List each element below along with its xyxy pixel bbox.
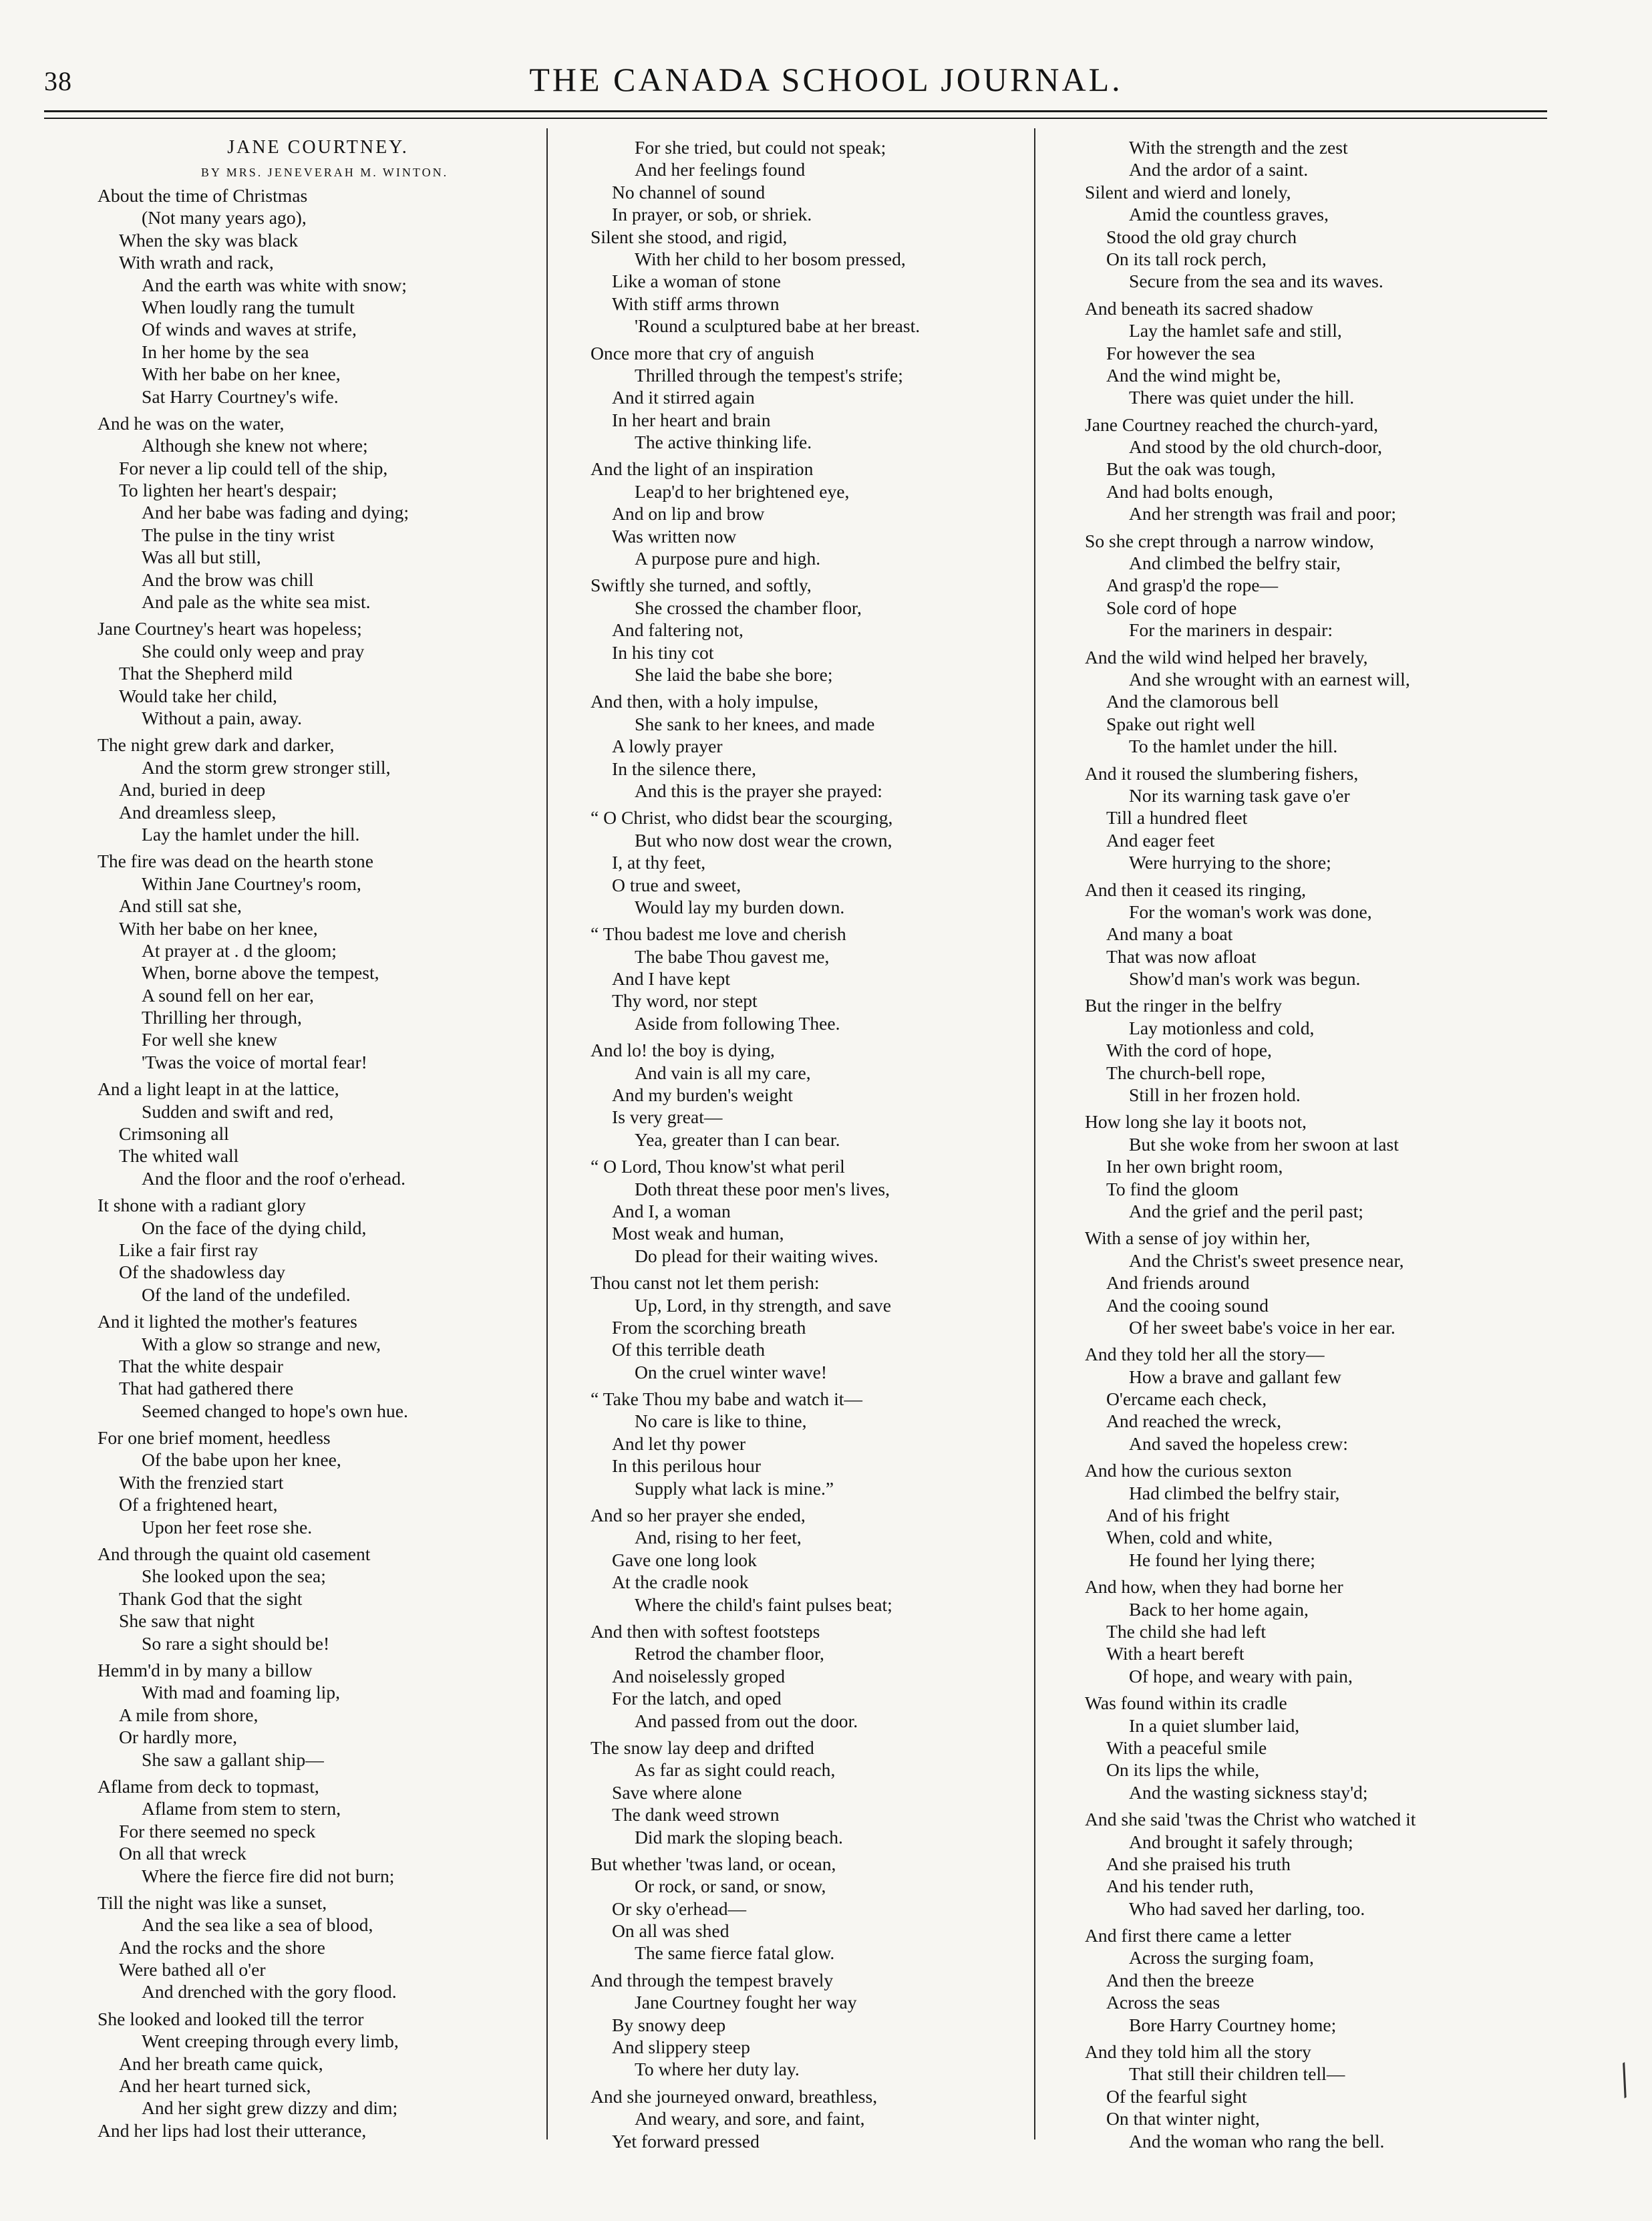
verse-line: And noiselessly groped xyxy=(612,1665,786,1686)
verse-line: Sudden and swift and red, xyxy=(142,1100,334,1122)
verse-line: So rare a sight should be! xyxy=(142,1632,330,1654)
verse-line: It shone with a radiant glory xyxy=(98,1195,306,1216)
verse-line: In a quiet slumber laid, xyxy=(1129,1715,1300,1736)
verse-line: Lay motionless and cold, xyxy=(1129,1017,1315,1038)
verse-line: And the earth was white with snow; xyxy=(142,274,407,295)
verse-line: So she crept through a narrow window, xyxy=(1085,530,1374,551)
verse-line: And had bolts enough, xyxy=(1106,480,1273,502)
verse-line: With stiff arms thrown xyxy=(612,293,780,314)
verse-line: The night grew dark and darker, xyxy=(98,734,335,756)
verse-line: On its tall rock perch, xyxy=(1106,248,1267,269)
verse-line: And, buried in deep xyxy=(119,779,266,800)
verse-line: And climbed the belfry stair, xyxy=(1129,553,1341,574)
verse-line: And through the quaint old casement xyxy=(98,1543,371,1565)
verse-line: And so her prayer she ended, xyxy=(591,1505,806,1526)
verse-line: And she wrought with an earnest will, xyxy=(1129,668,1410,690)
verse-line: The active thinking life. xyxy=(635,432,812,453)
verse-line: That was now afloat xyxy=(1106,945,1257,967)
verse-line: And passed from out the door. xyxy=(635,1710,858,1731)
verse-line: Aflame from stem to stern, xyxy=(142,1798,341,1819)
poem-column-3 xyxy=(1085,136,1552,2152)
verse-line: And then the breeze xyxy=(1106,1969,1255,1990)
verse-line: And friends around xyxy=(1106,1272,1250,1294)
verse-line: With mad and foaming lip, xyxy=(142,1682,340,1703)
verse-line: And pale as the white sea mist. xyxy=(142,591,371,613)
verse-line: And she journeyed onward, breathless, xyxy=(591,2085,878,2107)
verse-line: The fire was dead on the hearth stone xyxy=(98,851,373,872)
verse-line: And the wasting sickness stay'd; xyxy=(1129,1781,1368,1803)
verse-line: Swiftly she turned, and softly, xyxy=(591,575,812,596)
header-rule-double xyxy=(44,118,1547,119)
verse-line: That still their children tell— xyxy=(1129,2063,1345,2085)
verse-line: And the ardor of a saint. xyxy=(1129,159,1309,180)
verse-line: And still sat she, xyxy=(119,895,242,917)
verse-line: With her babe on her knee, xyxy=(119,917,318,939)
verse-line: Jane Courtney fought her way xyxy=(635,1992,857,2013)
verse-line: Sole cord of hope xyxy=(1106,597,1237,618)
verse-line: For there seemed no speck xyxy=(119,1820,316,1841)
verse-line: That the white despair xyxy=(119,1355,283,1376)
verse-line: For however the sea xyxy=(1106,342,1255,363)
verse-line: Is very great— xyxy=(612,1106,723,1128)
verse-line: Or hardly more, xyxy=(119,1727,238,1748)
verse-line: On that winter night, xyxy=(1106,2108,1260,2129)
verse-line: With a glow so strange and new, xyxy=(142,1333,381,1354)
poem-title: JANE COURTNEY. xyxy=(227,137,409,158)
verse-line: At the cradle nook xyxy=(612,1572,749,1593)
verse-line: Of winds and waves at strife, xyxy=(142,319,357,340)
verse-line: And faltering not, xyxy=(612,619,744,641)
verse-line: No channel of sound xyxy=(612,181,766,202)
verse-line: Once more that cry of anguish xyxy=(591,342,814,363)
verse-line: Or rock, or sand, or snow, xyxy=(635,1876,826,1897)
verse-line: She laid the babe she bore; xyxy=(635,663,833,685)
verse-line: On the face of the dying child, xyxy=(142,1217,367,1238)
verse-line: That had gathered there xyxy=(119,1378,294,1399)
verse-line: And the clamorous bell xyxy=(1106,691,1279,712)
verse-line: Of the babe upon her knee, xyxy=(142,1449,341,1471)
verse-line: And she praised his truth xyxy=(1106,1853,1291,1874)
verse-line: Of a frightened heart, xyxy=(119,1494,278,1515)
verse-line: How long she lay it boots not, xyxy=(1085,1111,1307,1133)
verse-line: In prayer, or sob, or shriek. xyxy=(612,204,812,225)
verse-line: At prayer at . d the gloom; xyxy=(142,939,337,961)
verse-line: Bore Harry Courtney home; xyxy=(1129,2014,1337,2035)
verse-line: She looked upon the sea; xyxy=(142,1566,326,1587)
verse-line: Leap'd to her brightened eye, xyxy=(635,480,850,502)
verse-line: And how the curious sexton xyxy=(1085,1460,1292,1481)
verse-line: For she tried, but could not speak; xyxy=(635,137,886,158)
verse-line: Would take her child, xyxy=(119,685,277,706)
verse-line: When loudly rang the tumult xyxy=(142,296,355,317)
verse-line: In this perilous hour xyxy=(612,1455,762,1477)
verse-line: Had climbed the belfry stair, xyxy=(1129,1482,1340,1503)
verse-line: Was written now xyxy=(612,525,737,547)
verse-line: I, at thy feet, xyxy=(612,852,706,873)
verse-line: Most weak and human, xyxy=(612,1223,784,1244)
verse-line: She sank to her knees, and made xyxy=(635,713,875,734)
verse-line: And then it ceased its ringing, xyxy=(1085,879,1307,900)
verse-line: Seemed changed to hope's own hue. xyxy=(142,1400,408,1421)
margin-mark: ╱ xyxy=(1610,2063,1639,2098)
verse-line: With wrath and rack, xyxy=(119,252,274,273)
verse-line: Thy word, nor stept xyxy=(612,990,758,1012)
verse-line: She crossed the chamber floor, xyxy=(635,597,862,618)
verse-line: The whited wall xyxy=(119,1145,239,1167)
verse-line: O true and sweet, xyxy=(612,874,741,895)
verse-line: But she woke from her swoon at last xyxy=(1129,1133,1399,1155)
verse-line: But whether 'twas land, or ocean, xyxy=(591,1853,836,1874)
verse-line: She saw that night xyxy=(119,1610,255,1632)
verse-line: And vain is all my care, xyxy=(635,1062,811,1083)
verse-line: In her own bright room, xyxy=(1106,1156,1283,1177)
verse-line: (Not many years ago), xyxy=(142,207,307,229)
verse-line: The same fierce fatal glow. xyxy=(635,1942,835,1964)
verse-line: In the silence there, xyxy=(612,758,757,779)
verse-line: Jane Courtney's heart was hopeless; xyxy=(98,618,362,639)
verse-line: 'Twas the voice of mortal fear! xyxy=(142,1051,367,1072)
verse-line: And the sea like a sea of blood, xyxy=(142,1914,373,1936)
verse-line: The pulse in the tiny wrist xyxy=(142,524,335,545)
verse-line: From the scorching breath xyxy=(612,1316,806,1338)
verse-line: On the cruel winter wave! xyxy=(635,1361,828,1382)
verse-line: And first there came a letter xyxy=(1085,1925,1291,1946)
verse-line: And her heart turned sick, xyxy=(119,2075,311,2097)
verse-line: And he was on the water, xyxy=(98,412,285,434)
verse-line: With a sense of joy within her, xyxy=(1085,1227,1311,1249)
verse-line: Silent and wierd and lonely, xyxy=(1085,181,1291,202)
verse-line: That the Shepherd mild xyxy=(119,663,293,684)
verse-line: She looked and looked till the terror xyxy=(98,2008,364,2029)
verse-line: Did mark the sloping beach. xyxy=(635,1826,843,1847)
verse-line: But the ringer in the belfry xyxy=(1085,995,1283,1016)
verse-line: And how, when they had borne her xyxy=(1085,1576,1343,1598)
verse-line: The babe Thou gavest me, xyxy=(635,945,830,967)
verse-line: “ O Lord, Thou know'st what peril xyxy=(591,1156,845,1177)
poem-byline: BY MRS. JENEVERAH M. WINTON. xyxy=(200,166,449,179)
verse-line: And her babe was fading and dying; xyxy=(142,502,409,523)
verse-line: Aflame from deck to topmast, xyxy=(98,1775,319,1797)
verse-line: Who had saved her darling, too. xyxy=(1129,1898,1365,1919)
verse-line: “ Thou badest me love and cherish xyxy=(591,923,846,945)
verse-line: A lowly prayer xyxy=(612,736,723,757)
verse-line: And the woman who rang the bell. xyxy=(1129,2130,1385,2152)
verse-line: Of hope, and weary with pain, xyxy=(1129,1665,1353,1686)
verse-line: And her sight grew dizzy and dim; xyxy=(142,2097,398,2119)
verse-line: And many a boat xyxy=(1106,923,1233,945)
verse-line: On all that wreck xyxy=(119,1843,246,1864)
verse-line: With a heart bereft xyxy=(1106,1643,1245,1664)
verse-line: Yet forward pressed xyxy=(612,2130,760,2152)
verse-line: And my burden's weight xyxy=(612,1084,793,1106)
verse-line: And this is the prayer she prayed: xyxy=(635,780,882,801)
verse-line: A sound fell on her ear, xyxy=(142,984,314,1006)
verse-line: When, cold and white, xyxy=(1106,1527,1273,1548)
page-number: 38 xyxy=(44,66,72,96)
verse-line: With a peaceful smile xyxy=(1106,1737,1267,1758)
verse-line: And then, with a holy impulse, xyxy=(591,691,819,712)
verse-line: She saw a gallant ship— xyxy=(142,1749,324,1770)
verse-line: With the strength and the zest xyxy=(1129,137,1348,158)
verse-line: Lay the hamlet safe and still, xyxy=(1129,320,1342,341)
verse-line: With the cord of hope, xyxy=(1106,1040,1272,1061)
verse-line: And grasp'd the rope— xyxy=(1106,575,1279,596)
verse-line: Across the seas xyxy=(1106,1992,1220,2013)
verse-line: On its lips the while, xyxy=(1106,1759,1260,1781)
verse-line: Supply what lack is mine.” xyxy=(635,1477,834,1499)
verse-line: Was all but still, xyxy=(142,547,261,568)
verse-line: For the woman's work was done, xyxy=(1129,901,1372,922)
journal-title: THE CANADA SCHOOL JOURNAL. xyxy=(529,61,1123,98)
verse-line: Although she knew not where; xyxy=(142,435,368,456)
verse-line: Nor its warning task gave o'er xyxy=(1129,784,1350,806)
verse-line: Went creeping through every limb, xyxy=(142,2031,399,2052)
verse-line: And weary, and sore, and faint, xyxy=(635,2108,865,2129)
verse-line: A purpose pure and high. xyxy=(635,548,821,569)
verse-line: Till a hundred fleet xyxy=(1106,807,1248,829)
verse-line: And saved the hopeless crew: xyxy=(1129,1433,1348,1454)
verse-line: And the Christ's sweet presence near, xyxy=(1129,1249,1404,1271)
verse-line: And brought it safely through; xyxy=(1129,1831,1353,1852)
verse-line: And the storm grew stronger still, xyxy=(142,756,391,778)
verse-line: And stood by the old church-door, xyxy=(1129,436,1383,458)
verse-line: But who now dost wear the crown, xyxy=(635,829,892,851)
verse-line: Across the surging foam, xyxy=(1129,1947,1314,1968)
verse-line: And it lighted the mother's features xyxy=(98,1311,357,1332)
verse-line: And her lips had lost their utterance, xyxy=(98,2119,367,2141)
verse-line: Would lay my burden down. xyxy=(635,896,845,917)
verse-line: A mile from shore, xyxy=(119,1704,259,1725)
verse-line: And her feelings found xyxy=(635,159,806,180)
verse-line: Silent she stood, and rigid, xyxy=(591,226,788,247)
verse-line: And reached the wreck, xyxy=(1106,1411,1282,1432)
verse-line: And I have kept xyxy=(612,968,731,990)
verse-line: How a brave and gallant few xyxy=(1129,1366,1341,1387)
verse-line: Where the fierce fire did not burn; xyxy=(142,1865,395,1886)
verse-line: And the wild wind helped her bravely, xyxy=(1085,646,1368,668)
verse-line: Thou canst not let them perish: xyxy=(591,1272,820,1294)
verse-line: And his tender ruth, xyxy=(1106,1876,1254,1897)
verse-line: As far as sight could reach, xyxy=(635,1759,836,1781)
verse-line: The church-bell rope, xyxy=(1106,1062,1266,1083)
verse-line: Without a pain, away. xyxy=(142,707,303,728)
verse-line: And drenched with the gory flood. xyxy=(142,1981,397,2003)
verse-line: To find the gloom xyxy=(1106,1178,1239,1199)
verse-line: Was found within its cradle xyxy=(1085,1692,1287,1714)
verse-line: 'Round a sculptured babe at her breast. xyxy=(635,315,921,337)
verse-line: Thank God that the sight xyxy=(119,1588,303,1609)
verse-line: “ O Christ, who didst bear the scourging, xyxy=(591,807,893,829)
verse-line: The dank weed strown xyxy=(612,1804,780,1825)
verse-line: With her babe on her knee, xyxy=(142,363,341,385)
verse-line: And then with softest footsteps xyxy=(591,1621,820,1642)
verse-line: Yea, greater than I can bear. xyxy=(635,1129,840,1150)
verse-line: When, borne above the tempest, xyxy=(142,962,379,984)
verse-line: And they told her all the story— xyxy=(1085,1344,1325,1365)
verse-line: He found her lying there; xyxy=(1129,1549,1315,1570)
verse-line: For never a lip could tell of the ship, xyxy=(119,457,388,478)
verse-line: Where the child's faint pulses beat; xyxy=(635,1594,892,1615)
verse-line: On all was shed xyxy=(612,1920,729,1942)
verse-line: And let thy power xyxy=(612,1433,746,1454)
verse-line: The child she had left xyxy=(1106,1621,1267,1642)
verse-line: She could only weep and pray xyxy=(142,640,365,661)
verse-line: Up, Lord, in thy strength, and save xyxy=(635,1294,891,1316)
verse-line: And through the tempest bravely xyxy=(591,1969,834,1990)
verse-line: Aside from following Thee. xyxy=(635,1012,840,1034)
verse-line: Till the night was like a sunset, xyxy=(98,1892,327,1913)
verse-line: When the sky was black xyxy=(119,229,299,251)
verse-line: And of his fright xyxy=(1106,1505,1230,1526)
verse-line: And the floor and the roof o'erhead. xyxy=(142,1167,405,1189)
verse-line: And the grief and the peril past; xyxy=(1129,1200,1363,1221)
verse-line: No care is like to thine, xyxy=(635,1411,807,1432)
verse-line: Of this terrible death xyxy=(612,1339,766,1360)
verse-line: But the oak was tough, xyxy=(1106,458,1276,480)
verse-line: Thrilling her through, xyxy=(142,1007,302,1028)
verse-line: With her child to her bosom pressed, xyxy=(635,248,906,269)
verse-line: For the latch, and oped xyxy=(612,1688,782,1709)
verse-line: Of the land of the undefiled. xyxy=(142,1284,351,1305)
verse-line: Of the shadowless day xyxy=(119,1262,286,1283)
verse-line: About the time of Christmas xyxy=(98,185,308,206)
verse-line: And beneath its sacred shadow xyxy=(1085,297,1313,319)
verse-line: And, rising to her feet, xyxy=(635,1527,802,1548)
verse-line: In his tiny cot xyxy=(612,641,714,663)
verse-line: And the wind might be, xyxy=(1106,364,1281,386)
verse-line: And eager feet xyxy=(1106,829,1215,851)
verse-line: Of the fearful sight xyxy=(1106,2085,1247,2107)
verse-line: And it stirred again xyxy=(612,387,755,408)
verse-line: In her home by the sea xyxy=(142,341,309,362)
verse-line: And a light leapt in at the lattice, xyxy=(98,1078,339,1100)
verse-line: And her strength was frail and poor; xyxy=(1129,503,1397,525)
verse-line: Do plead for their waiting wives. xyxy=(635,1245,878,1266)
verse-line: To lighten her heart's despair; xyxy=(119,480,337,501)
verse-line: Back to her home again, xyxy=(1129,1598,1309,1620)
verse-line: And it roused the slumbering fishers, xyxy=(1085,762,1359,784)
verse-line: Lay the hamlet under the hill. xyxy=(142,823,360,845)
verse-line: With the frenzied start xyxy=(119,1471,284,1493)
verse-line: For the mariners in despair: xyxy=(1129,619,1333,641)
verse-line: Gave one long look xyxy=(612,1549,757,1570)
verse-line: And lo! the boy is dying, xyxy=(591,1040,775,1061)
verse-line: By snowy deep xyxy=(612,2014,726,2035)
verse-line: Crimsoning all xyxy=(119,1123,229,1145)
verse-line: Save where alone xyxy=(612,1781,742,1803)
verse-line: And the rocks and the shore xyxy=(119,1936,325,1958)
verse-line: Within Jane Courtney's room, xyxy=(142,873,361,894)
verse-line: And the cooing sound xyxy=(1106,1294,1269,1316)
verse-line: Like a fair first ray xyxy=(119,1239,259,1260)
verse-line: And the light of an inspiration xyxy=(591,458,814,480)
verse-line: Jane Courtney reached the church-yard, xyxy=(1085,414,1378,435)
verse-line: And I, a woman xyxy=(612,1200,731,1221)
verse-line: Secure from the sea and its waves. xyxy=(1129,271,1383,292)
verse-line: Upon her feet rose she. xyxy=(142,1516,313,1537)
verse-line: Spake out right well xyxy=(1106,713,1256,734)
verse-line: Stood the old gray church xyxy=(1106,226,1297,247)
verse-line: For well she knew xyxy=(142,1029,278,1050)
verse-line: And on lip and brow xyxy=(612,503,765,525)
verse-line: Of her sweet babe's voice in her ear. xyxy=(1129,1316,1395,1338)
verse-line: Doth threat these poor men's lives, xyxy=(635,1178,890,1199)
verse-line: And her breath came quick, xyxy=(119,2053,323,2074)
verse-line: And they told him all the story xyxy=(1085,2041,1311,2063)
verse-line: Sat Harry Courtney's wife. xyxy=(142,386,339,407)
verse-line: Still in her frozen hold. xyxy=(1129,1084,1301,1106)
verse-line: Or sky o'erhead— xyxy=(612,1898,747,1919)
verse-line: Show'd man's work was begun. xyxy=(1129,968,1361,990)
verse-line: To where her duty lay. xyxy=(635,2059,800,2080)
verse-line: And she said 'twas the Christ who watched it xyxy=(1085,1809,1416,1830)
verse-line: Amid the countless graves, xyxy=(1129,204,1329,225)
verse-line: The snow lay deep and drifted xyxy=(591,1737,814,1758)
verse-line: O'ercame each check, xyxy=(1106,1388,1267,1410)
poem-column-1 xyxy=(98,136,565,2141)
verse-line: Were bathed all o'er xyxy=(119,1959,266,1980)
verse-line: And the brow was chill xyxy=(142,569,314,590)
verse-line: “ Take Thou my babe and watch it— xyxy=(591,1388,863,1410)
verse-line: Like a woman of stone xyxy=(612,271,781,292)
verse-line: Retrod the chamber floor, xyxy=(635,1643,824,1664)
verse-line: Were hurrying to the shore; xyxy=(1129,852,1331,873)
verse-line: Hemm'd in by many a billow xyxy=(98,1660,313,1680)
verse-line: And slippery steep xyxy=(612,2037,750,2058)
verse-line: In her heart and brain xyxy=(612,409,771,430)
verse-line: To the hamlet under the hill. xyxy=(1129,736,1338,757)
poem-column-2 xyxy=(591,136,1058,2152)
verse-line: Thrilled through the tempest's strife; xyxy=(635,364,903,386)
verse-line: There was quiet under the hill. xyxy=(1129,387,1355,408)
header-rule xyxy=(44,110,1547,112)
verse-line: For one brief moment, heedless xyxy=(98,1427,331,1449)
verse-line: And dreamless sleep, xyxy=(119,801,277,823)
